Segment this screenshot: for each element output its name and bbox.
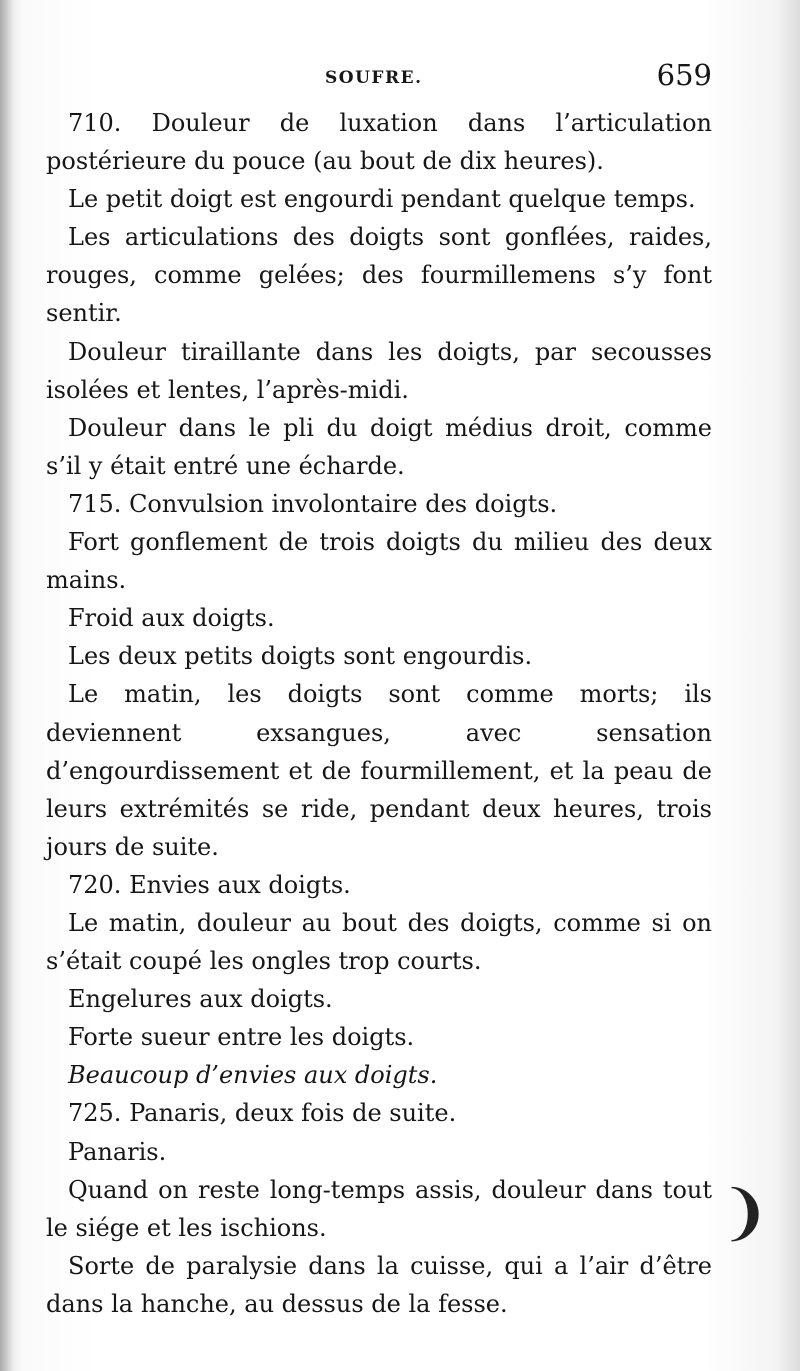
paragraph-725: 725. Panaris, deux fois de suite.: [68, 1099, 457, 1128]
paragraph: Panaris.: [68, 1137, 167, 1166]
paragraph-italic: Beaucoup d’envies aux doigts.: [68, 1061, 438, 1090]
page-gutter-shadow: [0, 0, 14, 1371]
paragraph: Les deux petits doigts sont engourdis.: [68, 642, 533, 671]
paragraph: Engelures aux doigts.: [68, 985, 333, 1014]
paragraph-715: 715. Convulsion involontaire des doigts.: [68, 489, 558, 518]
paragraph: Forte sueur entre les doigts.: [68, 1023, 415, 1052]
paragraph-710: 710. Douleur de luxation dans l’articulation postérieure du pouce (au bout de dix heures).: [46, 109, 712, 176]
paragraph: Douleur dans le pli du doigt médius droit, comme s’il y était entré une écharde.: [46, 413, 712, 480]
body-text: [46, 104, 712, 1323]
paragraph: Le matin, douleur au bout des doigts, comme si on s’était coupé les ongles trop courts.: [46, 908, 712, 976]
paragraph: Le matin, les doigts sont comme morts; ils deviennent exsangues, avec sensation d’engourdissement et de fourmillement, et la peau de leurs extrémités se ride, pendant deux heures, trois jours de suite.: [46, 680, 712, 861]
paragraph: Quand on reste long-temps assis, douleur dans tout le siége et les ischions.: [46, 1175, 712, 1242]
page-number: 659: [656, 58, 712, 92]
paragraph-720: 720. Envies aux doigts.: [68, 870, 351, 899]
running-title: SOUFRE.: [325, 68, 423, 88]
paragraph: Froid aux doigts.: [68, 604, 275, 633]
paragraph: Fort gonflement de trois doigts du milieu des deux mains.: [46, 528, 712, 595]
margin-bracket-mark: ❩: [719, 1178, 770, 1248]
paragraph: Douleur tiraillante dans les doigts, par secousses isolées et lentes, l’après-midi.: [46, 337, 712, 404]
paragraph: Les articulations des doigts sont gonflées, raides, rouges, comme gelées; des fourmillemens s’y font sentir.: [46, 223, 712, 328]
page-header: [60, 58, 712, 98]
paragraph: Le petit doigt est engourdi pendant quelque temps.: [68, 185, 696, 214]
paragraph: Sorte de paralysie dans la cuisse, qui a l’air d’être dans la hanche, au dessus de la fesse.: [46, 1251, 712, 1318]
